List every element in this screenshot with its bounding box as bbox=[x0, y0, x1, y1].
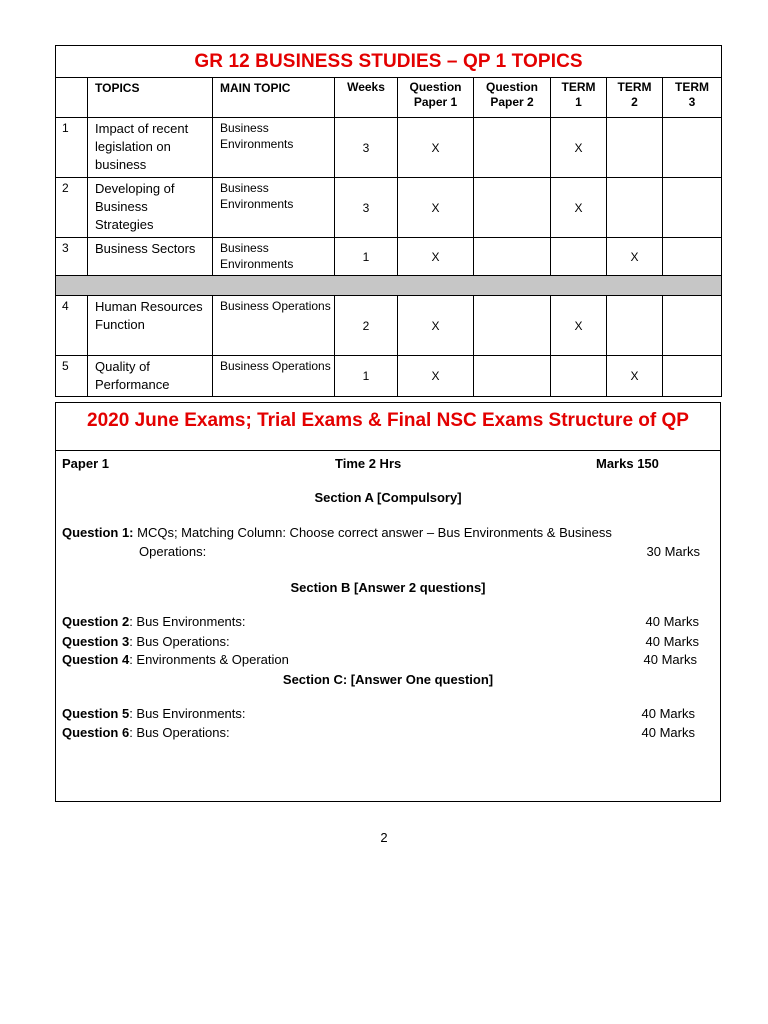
question-4-line: Question 4: Environments & Operation bbox=[62, 652, 289, 667]
question-6-marks: 40 Marks bbox=[641, 725, 695, 740]
paper-label: Paper 1 bbox=[62, 456, 109, 471]
row-qp1: X bbox=[398, 118, 474, 178]
topics-table bbox=[55, 45, 722, 397]
exam-structure-box bbox=[55, 402, 721, 802]
row-term3 bbox=[663, 238, 722, 276]
row-qp1: X bbox=[398, 178, 474, 238]
row-topic: Human Resources Function bbox=[88, 296, 213, 356]
row-weeks: 3 bbox=[335, 118, 398, 178]
row-weeks: 1 bbox=[335, 356, 398, 397]
row-term3 bbox=[663, 178, 722, 238]
header-term-3: TERM 3 bbox=[663, 78, 722, 118]
question-4-marks: 40 Marks bbox=[643, 652, 697, 667]
question-1-marks: 30 Marks bbox=[646, 544, 700, 559]
row-term2: X bbox=[607, 356, 663, 397]
row-term2 bbox=[607, 118, 663, 178]
row-weeks: 2 bbox=[335, 296, 398, 356]
row-term3 bbox=[663, 296, 722, 356]
section-a-heading: Section A [Compulsory] bbox=[314, 490, 462, 505]
exam-structure-title: 2020 June Exams; Trial Exams & Final NSC Exams Structure of QP bbox=[56, 403, 720, 451]
row-number: 1 bbox=[56, 118, 88, 178]
header-question-paper-2: Question Paper 2 bbox=[474, 78, 551, 118]
question-2-marks: 40 Marks bbox=[645, 614, 699, 629]
row-qp1: X bbox=[398, 238, 474, 276]
row-main-topic: Business Environments bbox=[213, 178, 335, 238]
header-question-paper-1: Question Paper 1 bbox=[398, 78, 474, 118]
row-weeks: 3 bbox=[335, 178, 398, 238]
question-5-line: Question 5: Bus Environments: bbox=[62, 706, 246, 721]
table-row bbox=[56, 118, 722, 178]
row-topic: Quality of Performance bbox=[88, 356, 213, 397]
grey-divider-cell bbox=[56, 276, 722, 296]
question-2-line: Question 2: Bus Environments: bbox=[62, 614, 246, 629]
row-term3 bbox=[663, 356, 722, 397]
row-topic: Impact of recent legislation on business bbox=[88, 118, 213, 178]
row-term1: X bbox=[551, 118, 607, 178]
row-qp2 bbox=[474, 178, 551, 238]
row-term2 bbox=[607, 296, 663, 356]
question-5-marks: 40 Marks bbox=[641, 706, 695, 721]
question-1-line-2: Operations: bbox=[139, 544, 207, 559]
question-1-line: Question 1: MCQs; Matching Column: Choose correct answer – Bus Environments & Business bbox=[62, 525, 612, 540]
table-row bbox=[56, 296, 722, 356]
row-main-topic: Business Operations bbox=[213, 356, 335, 397]
section-b-heading: Section B [Answer 2 questions] bbox=[290, 580, 486, 595]
row-term1 bbox=[551, 356, 607, 397]
row-main-topic: Business Environments bbox=[213, 238, 335, 276]
row-weeks: 1 bbox=[335, 238, 398, 276]
row-qp2 bbox=[474, 356, 551, 397]
question-6-line: Question 6: Bus Operations: bbox=[62, 725, 230, 740]
header-num bbox=[56, 78, 88, 118]
row-qp2 bbox=[474, 238, 551, 276]
row-topic: Developing of Business Strategies bbox=[88, 178, 213, 238]
time-label: Time 2 Hrs bbox=[335, 456, 402, 471]
header-main-topic: MAIN TOPIC bbox=[213, 78, 335, 118]
row-main-topic: Business Environments bbox=[213, 118, 335, 178]
question-3-marks: 40 Marks bbox=[645, 634, 699, 649]
row-qp2 bbox=[474, 118, 551, 178]
header-term-1: TERM 1 bbox=[551, 78, 607, 118]
question-3-line: Question 3: Bus Operations: bbox=[62, 634, 230, 649]
grey-divider-row bbox=[56, 276, 722, 296]
total-marks-label: Marks 150 bbox=[596, 456, 659, 471]
table-header-row bbox=[56, 78, 722, 118]
row-main-topic: Business Operations bbox=[213, 296, 335, 356]
row-qp1: X bbox=[398, 356, 474, 397]
page-number: 2 bbox=[380, 830, 388, 845]
row-number: 4 bbox=[56, 296, 88, 356]
row-term3 bbox=[663, 118, 722, 178]
table-row bbox=[56, 238, 722, 276]
table-row bbox=[56, 178, 722, 238]
topics-table-title: GR 12 BUSINESS STUDIES – QP 1 TOPICS bbox=[56, 46, 722, 78]
header-term-2: TERM 2 bbox=[607, 78, 663, 118]
row-term1: X bbox=[551, 296, 607, 356]
row-term2: X bbox=[607, 238, 663, 276]
row-topic: Business Sectors bbox=[88, 238, 213, 276]
row-number: 2 bbox=[56, 178, 88, 238]
header-topics: TOPICS bbox=[88, 78, 213, 118]
row-number: 3 bbox=[56, 238, 88, 276]
header-weeks: Weeks bbox=[335, 78, 398, 118]
row-term1: X bbox=[551, 178, 607, 238]
row-qp1: X bbox=[398, 296, 474, 356]
row-term2 bbox=[607, 178, 663, 238]
row-number: 5 bbox=[56, 356, 88, 397]
table-row bbox=[56, 356, 722, 397]
section-c-heading: Section C: [Answer One question] bbox=[282, 672, 494, 687]
row-qp2 bbox=[474, 296, 551, 356]
row-term1 bbox=[551, 238, 607, 276]
